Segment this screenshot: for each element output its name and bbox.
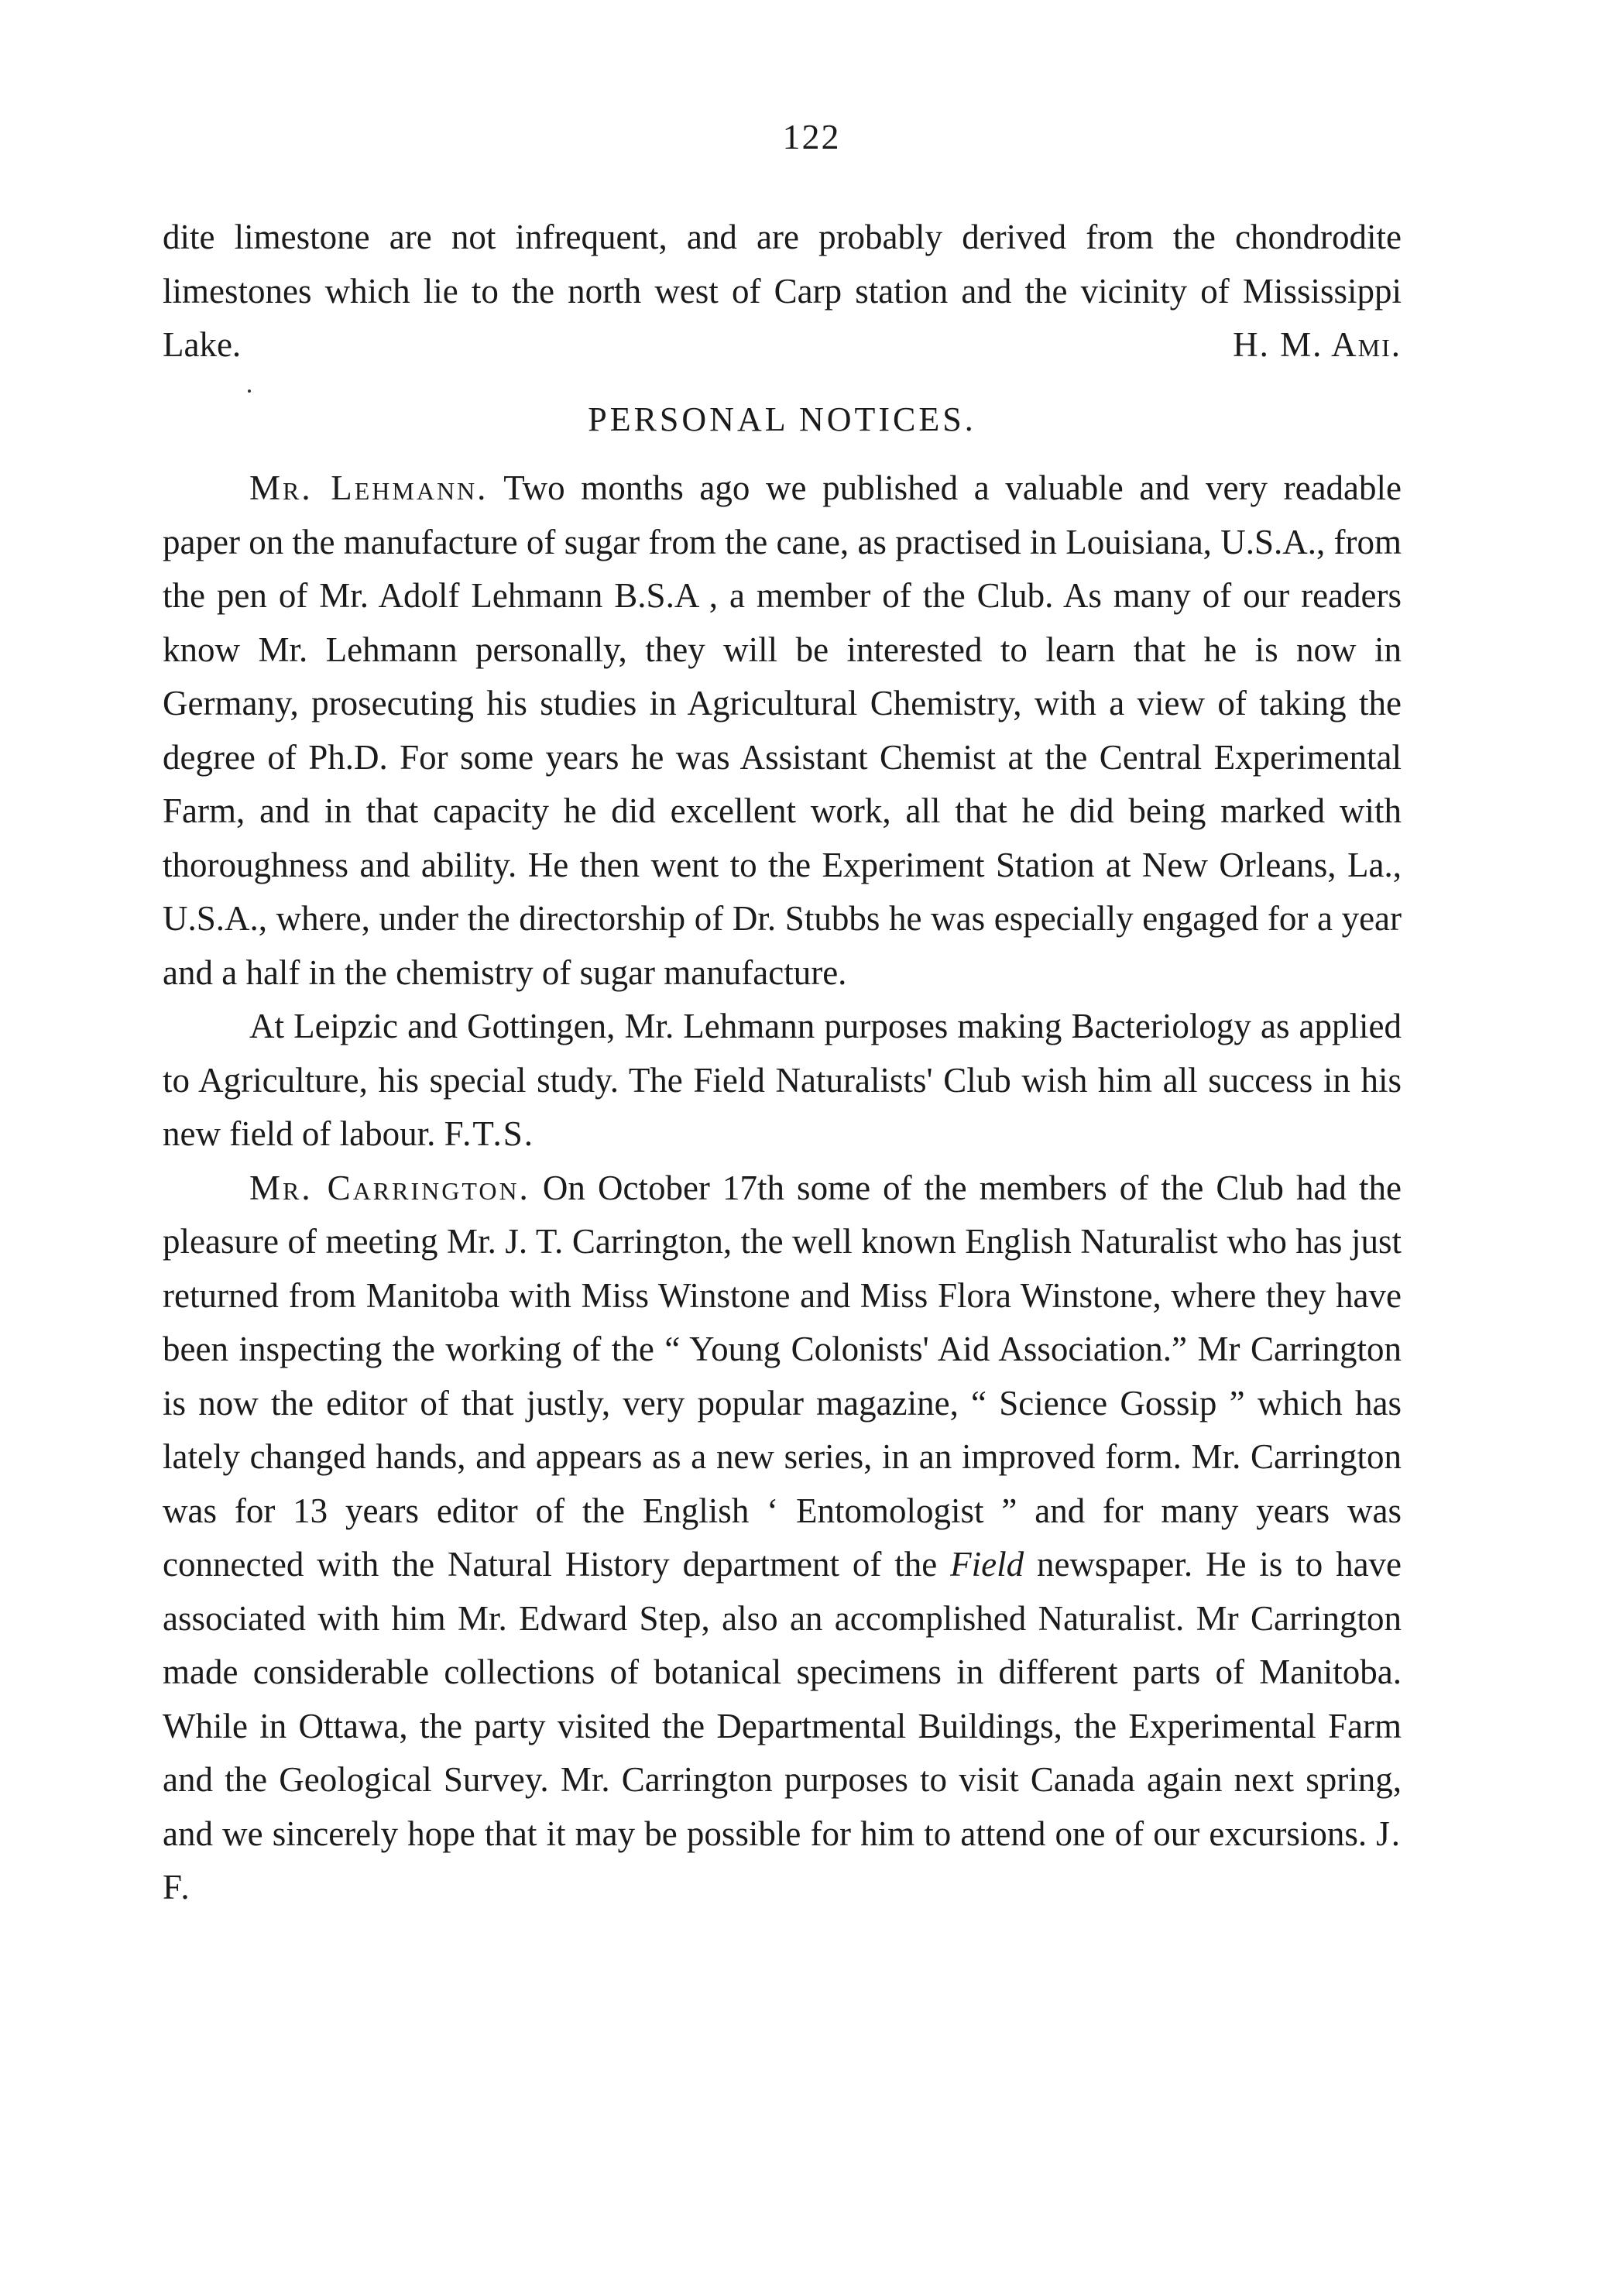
lehmann-text-1: Two months ago we published a valuable and very readable paper on the manufacture of sugar from the cane, as practised in Louisiana, U.S.A., from the pen of Mr. Adolf Lehmann B.S.A , a member of the Club. As many of our readers know Mr. Lehmann personally, they will be interested to learn that he is now in Germany, prosecuting his studies in Agricultural Chemistry, with a view of taking the degree of Ph.D. For some years he was Assistant Chemist at the Central Experimental Farm, and in that capacity he did excellent work, all that he did being marked with thoroughness and ability. He then went to the Experiment Station at New Orleans, La., U.S.A., where, under the directorship of Dr. Stubbs he was especially engaged for a year and a half in the chemistry of sugar manufacture. (163, 468, 1402, 992)
carrington-text-1: On October 17th some of the members of the Club had the pleasure of meeting Mr. J. T. Carrington, the well known English Naturalist who has just returned from Manitoba with Miss Winstone and Miss Flora Winstone, where they have been inspecting the working of the “ Young Colonists' Aid Association.” Mr Carrington is now the editor of that justly, very popular magazine, “ Science Gossip ” which has lately changed hands, and appears as a new series, in an improved form. Mr. Carrington was for 13 years editor of the English ‘ Entomologist ” and for many years was connected with the Natural History department of the (163, 1168, 1402, 1584)
carrington-text-2: newspaper. He is to have associated with him Mr. Edward Step, also an accomplished Naturalist. Mr Carrington made considerable collections of botanical specimens in different parts of Manitoba. While in Ottawa, the party visited the Departmental Buildings, the Experimental Farm and the Geological Survey. Mr. Carrington purposes to visit Canada again next spring, and we sincerely hope that it may be possible for him to attend one of our excursions. (163, 1545, 1402, 1853)
lehmann-paragraph-1 (163, 462, 1402, 1000)
page-number: 122 (782, 117, 841, 156)
lead-text: dite limestone are not infrequent, and are probably derived from the chondrodite limestones which lie to the north west of Carp station and the vicinity of Mississippi Lake. (163, 218, 1402, 364)
section-heading: PERSONAL NOTICES. (588, 400, 976, 438)
lehmann-name: Mr. Lehmann. (249, 468, 489, 507)
carrington-paragraph (163, 1162, 1402, 1915)
field-newspaper-title: Field (950, 1545, 1024, 1584)
lehmann-signature: F.T.S. (444, 1114, 535, 1153)
lead-signature: H. M. Ami. (1233, 325, 1402, 364)
lehmann-text-2: At Leipzic and Gottingen, Mr. Lehmann purposes making Bacteriology as applied to Agriculture, his special study. The Field Naturalists' Club wish him all success in his new field of labour. (163, 1007, 1402, 1153)
lehmann-paragraph-2 (163, 1000, 1402, 1162)
page-body (163, 211, 1402, 1915)
carrington-name: Mr. Carrington. (249, 1168, 530, 1207)
lead-paragraph (163, 211, 1402, 372)
carrington-signature: J. F. (163, 1814, 1402, 1906)
